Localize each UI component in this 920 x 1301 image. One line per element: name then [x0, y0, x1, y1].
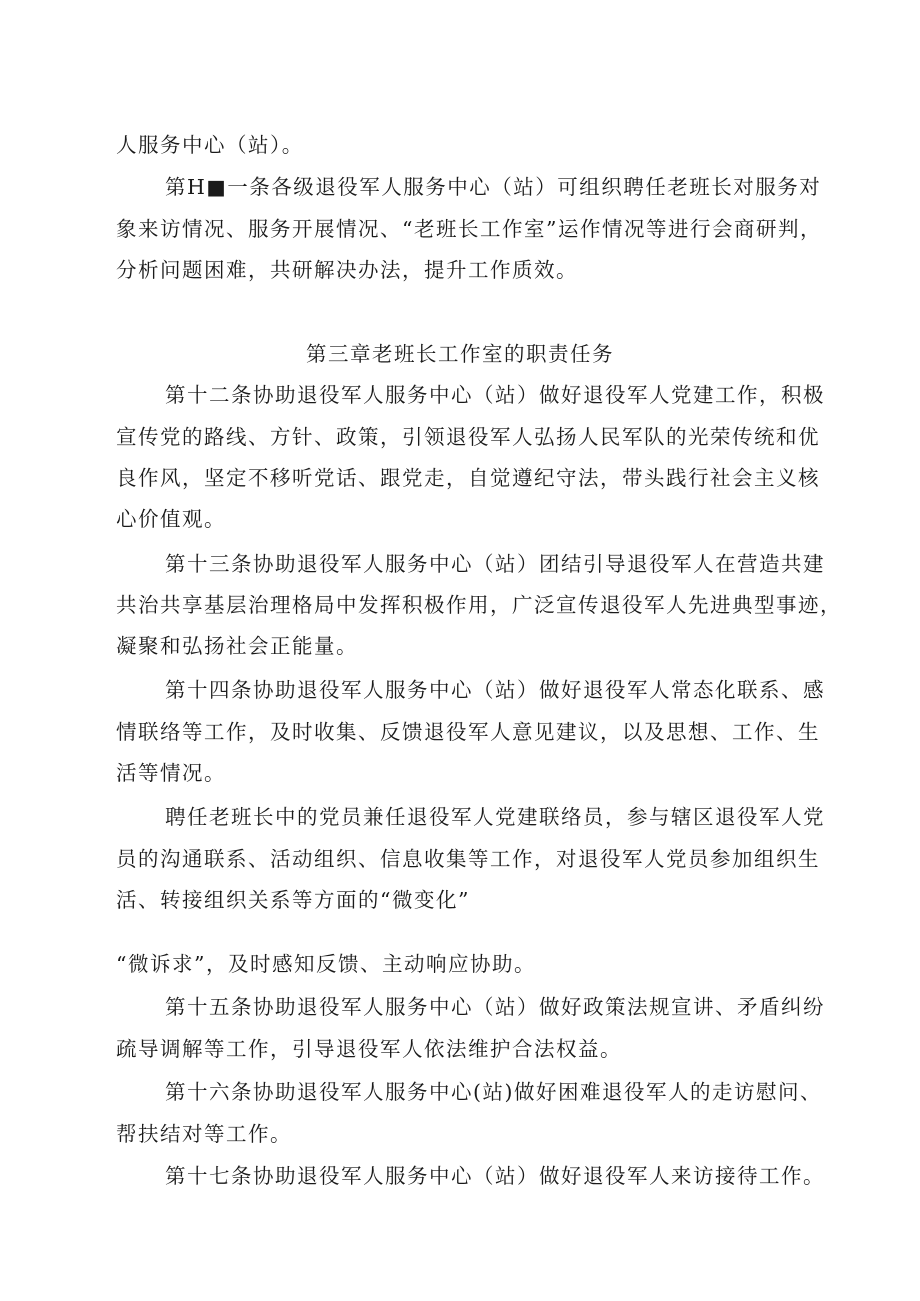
chapter-heading: 第三章老班长工作室的职责任务 — [306, 342, 614, 366]
paragraph-line: 人服务中心（站）。 — [116, 133, 304, 157]
party-liaison-line-3: 活、转接组织关系等方面的“微变化” — [116, 888, 470, 912]
article-13-line-1: 第十三条协助退役军人服务中心（站）团结引导退役军人在营造共建 — [165, 552, 825, 576]
article-14-line-2: 情联络等工作，及时收集、反馈退役军人意见建议，以及思想、工作、生 — [116, 720, 820, 744]
article-14-line-3: 活等情况。 — [116, 761, 226, 785]
article-15-line-1: 第十五条协助退役军人服务中心（站）做好政策法规宣讲、矛盾纠纷 — [165, 995, 825, 1019]
article-12-line-1: 第十二条协助退役军人服务中心（站）做好退役军人党建工作，积极 — [165, 383, 825, 407]
article-11-line-2: 象来访情况、服务开展情况、“老班长工作室”运作情况等进行会商研判， — [116, 217, 822, 241]
party-liaison-line-2: 员的沟通联系、活动组织、信息收集等工作，对退役军人党员参加组织生 — [116, 847, 820, 871]
party-liaison-line-1: 聘任老班长中的党员兼任退役军人党建联络员，参与辖区退役军人党 — [165, 805, 825, 829]
party-liaison-line-4: “微诉求”，及时感知反馈、主动响应协助。 — [116, 952, 536, 976]
article-15-line-2: 疏导调解等工作，引导退役军人依法维护合法权益。 — [116, 1037, 622, 1061]
article-12-line-4: 心价值观。 — [116, 507, 226, 531]
article-13-line-3: 凝聚和弘扬社会正能量。 — [116, 634, 358, 658]
article-12-line-3: 良作风，坚定不移听党话、跟党走，自觉遵纪守法，带头践行社会主义核 — [116, 466, 820, 490]
article-12-line-2: 宣传党的路线、方针、政策，引领退役军人弘扬人民军队的光荣传统和优 — [116, 425, 820, 449]
article-11-line-1: 第H■一条各级退役军人服务中心（站）可组织聘任老班长对服务对 — [165, 175, 822, 199]
article-16-line-2: 帮扶结对等工作。 — [116, 1122, 292, 1146]
article-16-line-1: 第十六条协助退役军人服务中心(站)做好困难退役军人的走访慰问、 — [165, 1080, 822, 1104]
article-17-line-1: 第十七条协助退役军人服务中心（站）做好退役军人来访接待工作。 — [165, 1164, 825, 1188]
article-11-line-3: 分析问题困难，共研解决办法，提升工作质效。 — [116, 258, 578, 282]
article-13-line-2: 共治共享基层治理格局中发挥积极作用，广泛宣传退役军人先进典型事迹， — [116, 593, 842, 617]
article-14-line-1: 第十四条协助退役军人服务中心（站）做好退役军人常态化联系、感 — [165, 678, 825, 702]
